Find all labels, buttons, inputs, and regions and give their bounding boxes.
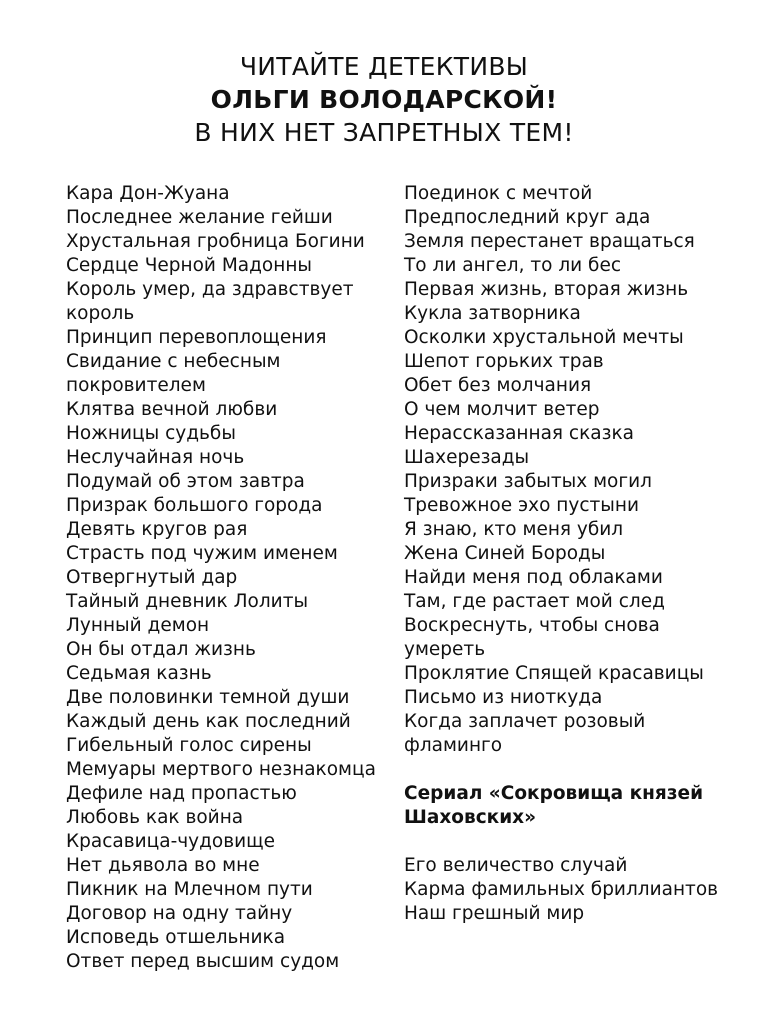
book-title: Земля перестанет вращаться	[404, 231, 695, 252]
book-title: Осколки хрустальной мечты	[404, 327, 684, 348]
book-title: Нет дьявола во мне	[66, 855, 260, 876]
book-title: Страсть под чужим именем	[66, 543, 338, 564]
book-title: Договор на одну тайну	[66, 903, 293, 924]
book-title: Свидание с небесным	[66, 351, 281, 372]
page-header	[0, 50, 768, 149]
book-title: Седьмая казнь	[66, 663, 212, 684]
right-title-items	[404, 182, 744, 758]
book-title: Воскреснуть, чтобы снова	[404, 615, 660, 636]
book-title: Жена Синей Бороды	[404, 543, 606, 564]
book-title: Любовь как война	[66, 807, 244, 828]
right-title-list	[404, 182, 744, 926]
book-title: Две половинки темной души	[66, 687, 350, 708]
book-title: Пикник на Млечном пути	[66, 879, 313, 900]
book-title: Каждый день как последний	[66, 711, 351, 732]
book-title: Карма фамильных бриллиантов	[404, 879, 719, 900]
book-title: Последнее желание гейши	[66, 207, 333, 228]
book-title: умереть	[404, 639, 486, 660]
book-title: Мемуары мертвого незнакомца	[66, 759, 376, 780]
book-title: Дефиле над пропастью	[66, 783, 297, 804]
book-title: фламинго	[404, 735, 503, 756]
book-title: Письмо из ниоткуда	[404, 687, 603, 708]
book-title: Ножницы судьбы	[66, 423, 236, 444]
book-title: Принцип перевоплощения	[66, 327, 327, 348]
header-author-name: ОЛЬГИ ВОЛОДАРСКОЙ!	[210, 85, 558, 114]
book-title: Его величество случай	[404, 855, 628, 876]
series-title-line-2: Шаховских»	[404, 807, 537, 828]
book-title: То ли ангел, то ли бес	[404, 255, 622, 276]
book-title: Кара Дон-Жуана	[66, 183, 230, 204]
book-title: Клятва вечной любви	[66, 399, 278, 420]
book-title: Тревожное эхо пустыни	[404, 495, 640, 516]
book-title: Поединок с мечтой	[404, 183, 593, 204]
book-title: Когда заплачет розовый	[404, 711, 646, 732]
book-title: Сердце Черной Мадонны	[66, 255, 313, 276]
book-title: Исповедь отшельника	[66, 927, 286, 948]
book-title: Лунный демон	[66, 615, 210, 636]
header-line-1: ЧИТАЙТЕ ДЕТЕКТИВЫ	[239, 52, 529, 81]
book-title: Король умер, да здравствует	[66, 279, 354, 300]
book-title: Призрак большого города	[66, 495, 323, 516]
book-title: Девять кругов рая	[66, 519, 248, 540]
book-title: Кукла затворника	[404, 303, 581, 324]
left-title-list	[66, 182, 386, 974]
book-title: Обет без молчания	[404, 375, 592, 396]
book-title: Отвергнутый дар	[66, 567, 238, 588]
book-title: Он бы отдал жизнь	[66, 639, 256, 660]
book-title: Предпоследний круг ада	[404, 207, 651, 228]
book-title: Призраки забытых могил	[404, 471, 652, 492]
book-title: Найди меня под облаками	[404, 567, 663, 588]
book-title: Там, где растает мой след	[404, 591, 665, 612]
book-title: Подумай об этом завтра	[66, 471, 305, 492]
book-title: Первая жизнь, вторая жизнь	[404, 279, 689, 300]
book-title: Наш грешный мир	[404, 903, 585, 924]
book-title: Я знаю, кто меня убил	[404, 519, 624, 540]
book-title: Гибельный голос сирены	[66, 735, 312, 756]
book-title: король	[66, 303, 135, 324]
book-title: О чем молчит ветер	[404, 399, 600, 420]
header-line-3: В НИХ НЕТ ЗАПРЕТНЫХ ТЕМ!	[194, 118, 574, 147]
book-title: Шепот горьких трав	[404, 351, 604, 372]
spacer	[404, 758, 744, 782]
book-title: Тайный дневник Лолиты	[66, 591, 309, 612]
book-title: Шахерезады	[404, 447, 530, 468]
series-title-items	[404, 854, 744, 926]
series-title-line-1: Сериал «Сокровища князей	[404, 783, 704, 804]
book-title: Нерассказанная сказка	[404, 423, 634, 444]
book-title: Хрустальная гробница Богини	[66, 231, 365, 252]
book-title: Ответ перед высшим судом	[66, 951, 340, 972]
spacer	[404, 830, 744, 854]
book-title: покровителем	[66, 375, 206, 396]
book-title: Проклятие Спящей красавицы	[404, 663, 704, 684]
book-title: Красавица-чудовище	[66, 831, 275, 852]
book-title: Неслучайная ночь	[66, 447, 245, 468]
